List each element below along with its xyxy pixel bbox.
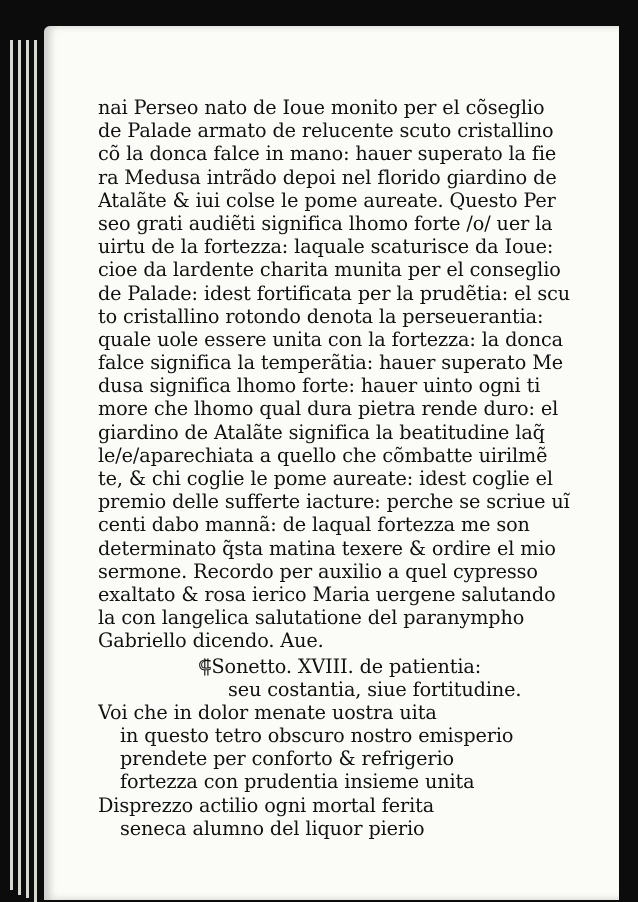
verse-line: Disprezzo actilio ogni mortal ferita (98, 793, 435, 817)
verse-line: Voi che in dolor menate uostra uita (98, 700, 437, 724)
prose-line: ra Medusa intrãdo depoi nel florido giardino de (98, 165, 557, 189)
prose-line: determinato q̃sta matina texere & ordire el mio (98, 536, 556, 560)
prose-line: uirtu de la fortezza: laquale scaturisce da Ioue: (98, 235, 554, 259)
prose-line: more che lhomo qual dura pietra rende duro: el (98, 397, 559, 421)
sonnet-verses (98, 701, 618, 840)
verse-line: seneca alumno del liquor pierio (120, 816, 425, 840)
prose-line: cioe da lardente charita munita per el conseglio (98, 258, 561, 282)
prose-line: giardino de Atalãte significa la beatitudine laq̃ (98, 420, 545, 444)
prose-line: premio delle sufferte iacture: perche se scriue uĩ (98, 490, 570, 514)
verse-line: in questo tetro obscuro nostro emisperio (120, 724, 514, 748)
prose-line: Gabriello dicendo. Aue. (98, 629, 324, 653)
page-text (98, 96, 618, 840)
page-edge (26, 40, 29, 898)
page-edge (10, 40, 13, 890)
prose-line: quale uole essere unita con la fortezza: la donca (98, 327, 563, 351)
verse-line: fortezza con prudentia insieme unita (120, 770, 475, 794)
page-edge (18, 40, 21, 895)
prose-line: falce significa la temperãtia: hauer superato Me (98, 351, 563, 375)
prose-line: dusa significa lhomo forte: hauer uinto ogni ti (98, 374, 541, 398)
prose-line: Atalãte & iui colse le pome aureate. Questo Per (98, 188, 556, 212)
prose-line: centi dabo mannã: de laqual fortezza me son (98, 513, 530, 537)
prose-line: de Palade: idest fortificata per la prudẽtia: el scu (98, 281, 571, 305)
prose-line: seo grati audiẽti significa lhomo forte /o/ uer la (98, 211, 553, 235)
prose-block (98, 96, 618, 653)
prose-line: exaltato & rosa ierico Maria uergene salutando (98, 582, 556, 606)
prose-line: la con langelica salutatione del paranympho (98, 606, 525, 630)
page-edge (34, 40, 37, 902)
prose-line: to cristallino rotondo denota la perseuerantia: (98, 304, 544, 328)
prose-line: nai Perseo nato de Ioue monito per el cõseglio (98, 96, 545, 119)
prose-line: te, & chi coglie le pome aureate: idest coglie el (98, 467, 553, 490)
prose-line: de Palade armato de relucente scuto cristallino (98, 119, 554, 143)
verse-line: prendete per conforto & refrigerio (120, 747, 454, 771)
sonnet-heading-line: seu costantia, siue fortitudine. (228, 677, 522, 701)
sonnet-heading (98, 655, 618, 701)
prose-line: cõ la donca falce in mano: hauer superato la fie (98, 142, 557, 166)
prose-line: sermone. Recordo per auxilio a quel cypresso (98, 559, 538, 583)
sonnet-heading-line: ⸿Sonetto. XVIII. de patientia: (198, 654, 482, 678)
prose-line: le/e/aparechiata a quello che cõmbatte uirilmẽ (98, 443, 548, 467)
